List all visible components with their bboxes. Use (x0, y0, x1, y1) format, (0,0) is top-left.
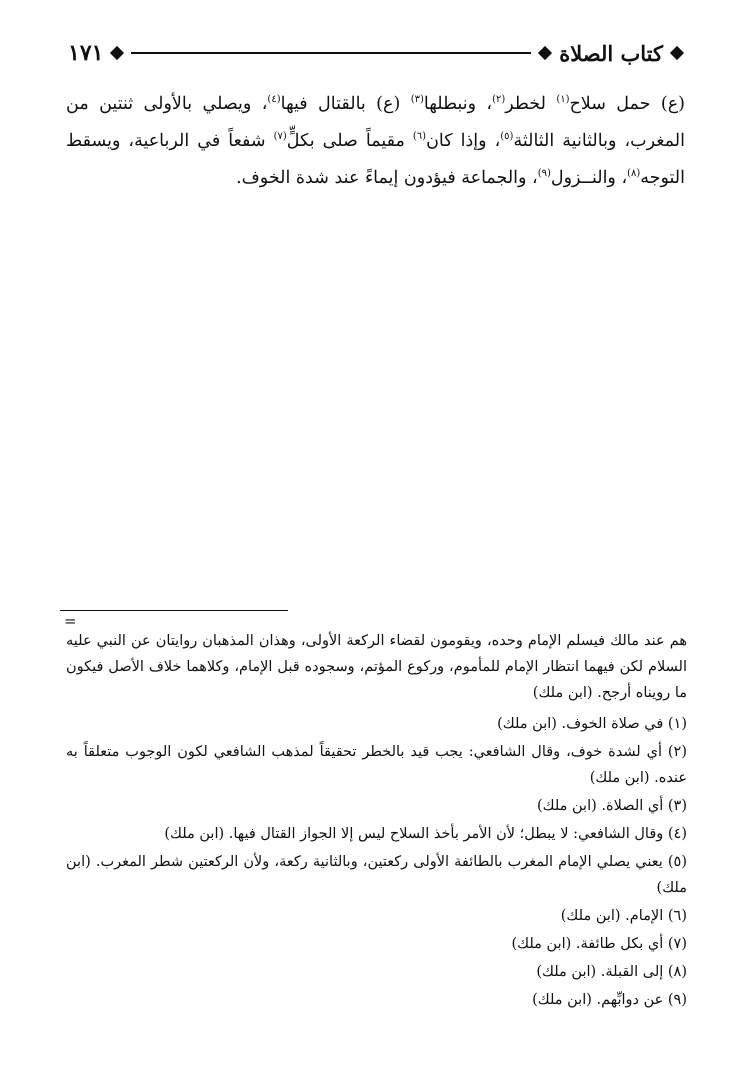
footnote-separator (60, 610, 288, 611)
header-diamond-right (670, 46, 684, 60)
footnote-continuation-mark: = (64, 612, 77, 630)
header-diamond-middle (538, 46, 552, 60)
footnote-continuation: هم عند مالك فيسلم الإمام وحده، ويقومون لقضاء الركعة الأولى، وهذان المذهبان روايتان عن النبي عليه السلام لكن فيهما انتظار الإمام للمأموم، وركوع المؤتم، وسجوده قبل الإمام، وكلاهما خلاف الأصل فيكون ما رويناه أرجح. (ابن ملك) (66, 633, 687, 701)
footnote-ref-4: (٤) (267, 94, 281, 106)
main-text-seg: ، والجماعة فيؤدون إيماءً عند شدة الخوف. (236, 168, 538, 188)
footnote-6: (٦) الإمام. (ابن ملك) (560, 908, 687, 924)
footnote-2: (٢) أي لشدة خوف، وقال الشافعي: يجب قيد بالخطر تحقيقاً لمذهب الشافعي لكون الوجوب متعلقاً به عنده. (ابن ملك) (66, 744, 687, 786)
main-text-seg: ، ونبطلها (423, 94, 493, 114)
footnote-4: (٤) وقال الشافعي: لا يبطل؛ لأن الأمر بأخذ السلاح ليس إلا الجواز القتال فيها. (ابن ملك) (164, 826, 687, 842)
main-text-seg: لخطر (505, 94, 557, 114)
main-text-seg: (ع) حمل سلاح (569, 94, 685, 114)
footnotes (66, 628, 687, 1015)
footnote-9: (٩) عن دوابِّهم. (ابن ملك) (532, 992, 687, 1008)
main-text-seg: (ع) بالقتال فيها (280, 94, 411, 114)
header-rule (131, 52, 531, 54)
footnote-ref-9: (٩) (537, 168, 551, 180)
footnote-5: (٥) يعني يصلي الإمام المغرب بالطائفة الأولى ركعتين، وبالثانية ركعة، ولأن الركعتين شطر المغرب. (ابن ملك) (66, 854, 687, 896)
main-text-seg: شفعاً في الرباعية، ويسقط التوجه (66, 131, 685, 188)
page-number: ١٧١ (68, 40, 104, 66)
main-text-seg: مقيماً صلى بكلٍّ (286, 131, 413, 151)
main-text-seg: ، ويصلي بالأولى ثنتين من المغرب، وبالثانية الثالثة (66, 94, 685, 151)
footnote-7: (٧) أي بكل طائفة. (ابن ملك) (511, 936, 687, 952)
main-text-seg: ، والنــزول (550, 168, 628, 188)
footnote-ref-7: (٧) (273, 131, 287, 143)
footnote-ref-2: (٢) (492, 94, 506, 106)
footnote-ref-5: (٥) (500, 131, 514, 143)
footnote-1: (١) في صلاة الخوف. (ابن ملك) (497, 716, 687, 732)
chapter-title: كتاب الصلاة (559, 40, 663, 66)
footnote-ref-8: (٨) (627, 168, 641, 180)
footnote-ref-1: (١) (556, 94, 570, 106)
footnote-ref-6: (٦) (412, 131, 427, 143)
page-header (68, 34, 691, 72)
footnote-8: (٨) إلى القبلة. (ابن ملك) (536, 964, 687, 980)
footnote-3: (٣) أي الصلاة. (ابن ملك) (536, 798, 687, 814)
main-text (66, 86, 685, 197)
header-diamond-left (110, 46, 124, 60)
footnote-ref-3: (٣) (410, 94, 424, 106)
main-text-seg: ، وإذا كان (426, 131, 501, 151)
